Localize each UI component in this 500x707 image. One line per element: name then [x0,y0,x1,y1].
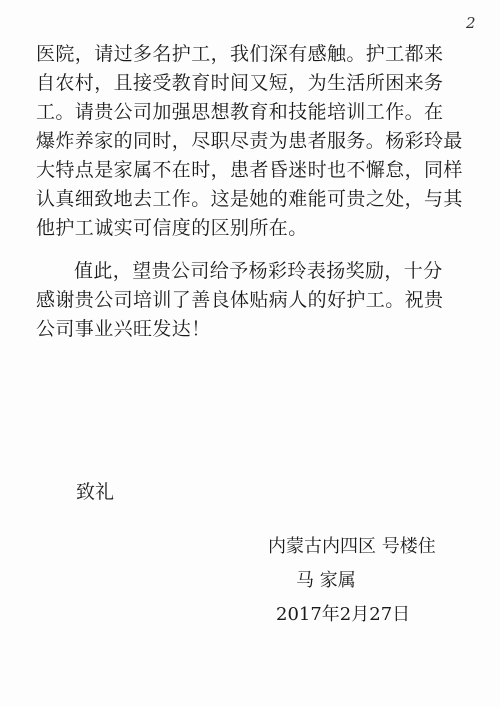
body-line: 认真细致地去工作。这是她的难能可贵之处，与其 [36,188,463,210]
signature-address: 内蒙古内四区 号楼住 [268,536,436,557]
body-line: 自农村，且接受教育时间又短，为生活所困来务 [36,72,444,94]
signature-date: 2017年2月27日 [276,604,411,625]
signature-name: 马 家属 [296,570,356,591]
body-line: 他护工诚实可信度的区别所在。 [36,217,308,239]
body-line: 感谢贵公司培训了善良体贴病人的好护工。祝贵 [36,289,444,311]
body-line: 医院，请过多名护工，我们深有感触。护工都来 [36,43,444,65]
paragraph-gap [36,243,476,257]
body-line: 工。请贵公司加强思想教育和技能培训工作。在 [36,101,444,123]
signature-block [268,530,468,632]
body-line: 爆炸养家的同时，尽职尽责为患者服务。杨彩玲最 [36,130,463,152]
body-line: 大特点是家属不在时，患者昏迷时也不懈怠，同样 [36,159,463,181]
body-line: 值此，望贵公司给予杨彩玲表扬奖励，十分 [74,260,443,282]
page-number: 2 [466,14,476,32]
body-line: 公司事业兴旺发达！ [36,318,211,340]
closing-salutation: 致礼 [76,481,115,503]
letter-body [36,40,476,344]
